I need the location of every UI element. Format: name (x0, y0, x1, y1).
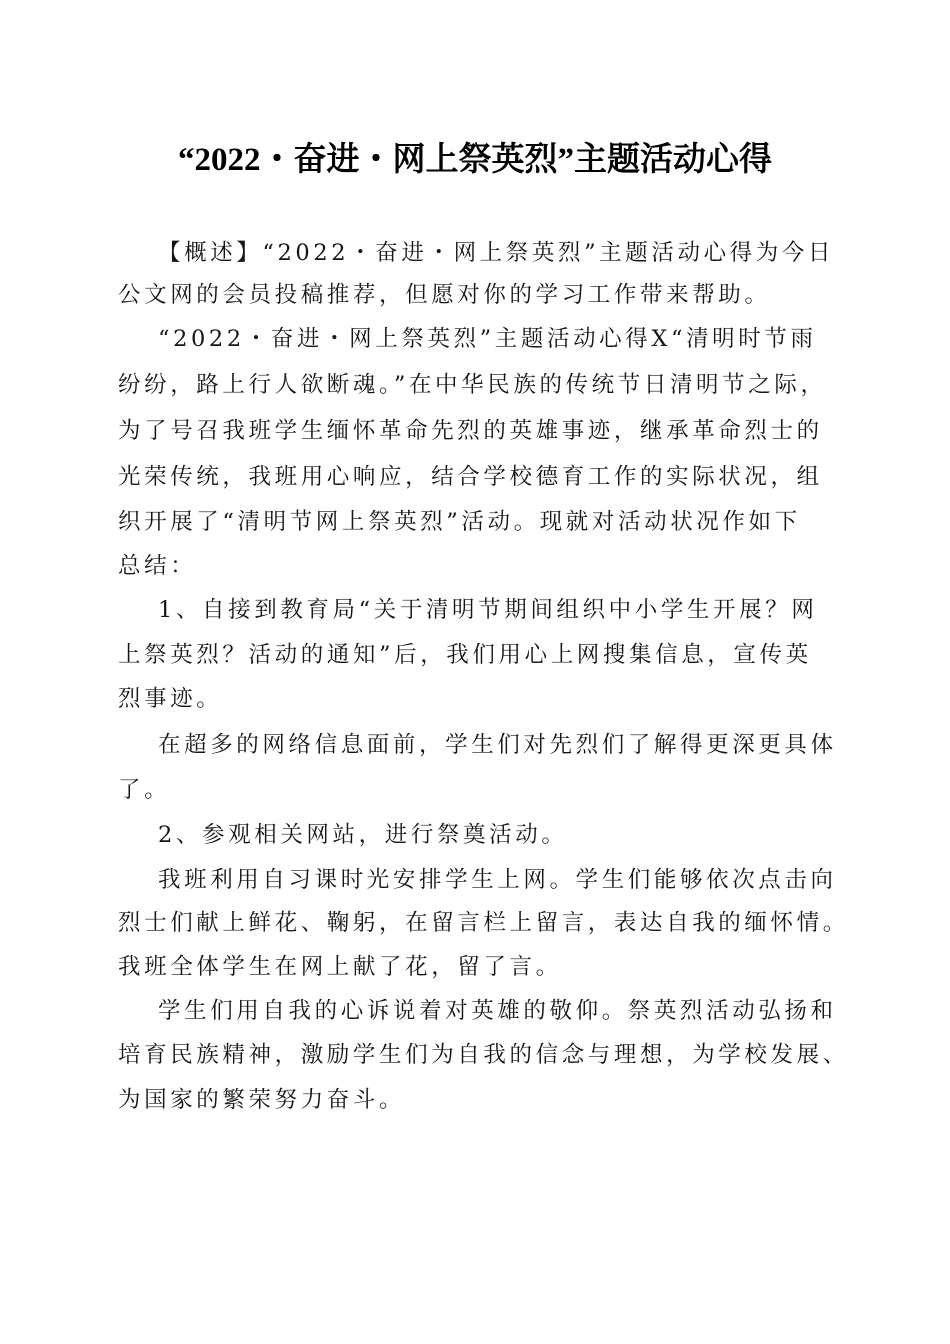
text-line: 公文网的会员投稿推荐，但愿对你的学习工作带来帮助。 (118, 282, 771, 308)
text-line: 学生们用自我的心诉说着对英雄的敬仰。祭英烈活动弘扬和 (158, 998, 837, 1024)
text-line: 培育民族精神，激励学生们为自我的信念与理想，为学校发展、 (118, 1042, 849, 1068)
text-line: 烈事迹。 (118, 686, 223, 712)
text-line: 总结： (118, 553, 197, 579)
text-line: 织开展了“清明节网上祭英烈”活动。现就对活动状况作如下 (118, 509, 801, 535)
text-line: 2、参观相关网站，进行祭奠活动。 (158, 822, 568, 848)
text-line: “2022・奋进・网上祭英烈”主题活动心得X“清明时节雨 (158, 326, 817, 352)
text-line: 1、自接到教育局“关于清明节期间组织中小学生开展？网 (158, 597, 818, 623)
text-line: 我班全体学生在网上献了花，留了言。 (118, 954, 562, 980)
text-line: 为国家的繁荣努力奋斗。 (118, 1087, 406, 1113)
text-line: 【概述】“2022・奋进・网上祭英烈”主题活动心得为今日 (158, 240, 835, 266)
text-line: 在超多的网络信息面前，学生们对先烈们了解得更深更具体 (158, 732, 837, 758)
text-line: 了。 (118, 777, 171, 803)
text-line: 上祭英烈？活动的通知”后，我们用心上网搜集信息，宣传英 (118, 642, 812, 668)
document-title: “2022・奋进・网上祭英烈”主题活动心得 (178, 142, 772, 178)
text-line: 光荣传统，我班用心响应，结合学校德育工作的实际状况，组 (118, 464, 823, 490)
text-line: 为了号召我班学生缅怀革命先烈的英雄事迹，继承革命烈士的 (118, 418, 823, 444)
text-line: 纷纷，路上行人欲断魂。”在中华民族的传统节日清明节之际， (118, 372, 827, 398)
text-line: 烈士们献上鲜花、鞠躬，在留言栏上留言，表达自我的缅怀情。 (118, 910, 849, 936)
text-line: 我班利用自习课时光安排学生上网。学生们能够依次点击向 (158, 867, 837, 893)
